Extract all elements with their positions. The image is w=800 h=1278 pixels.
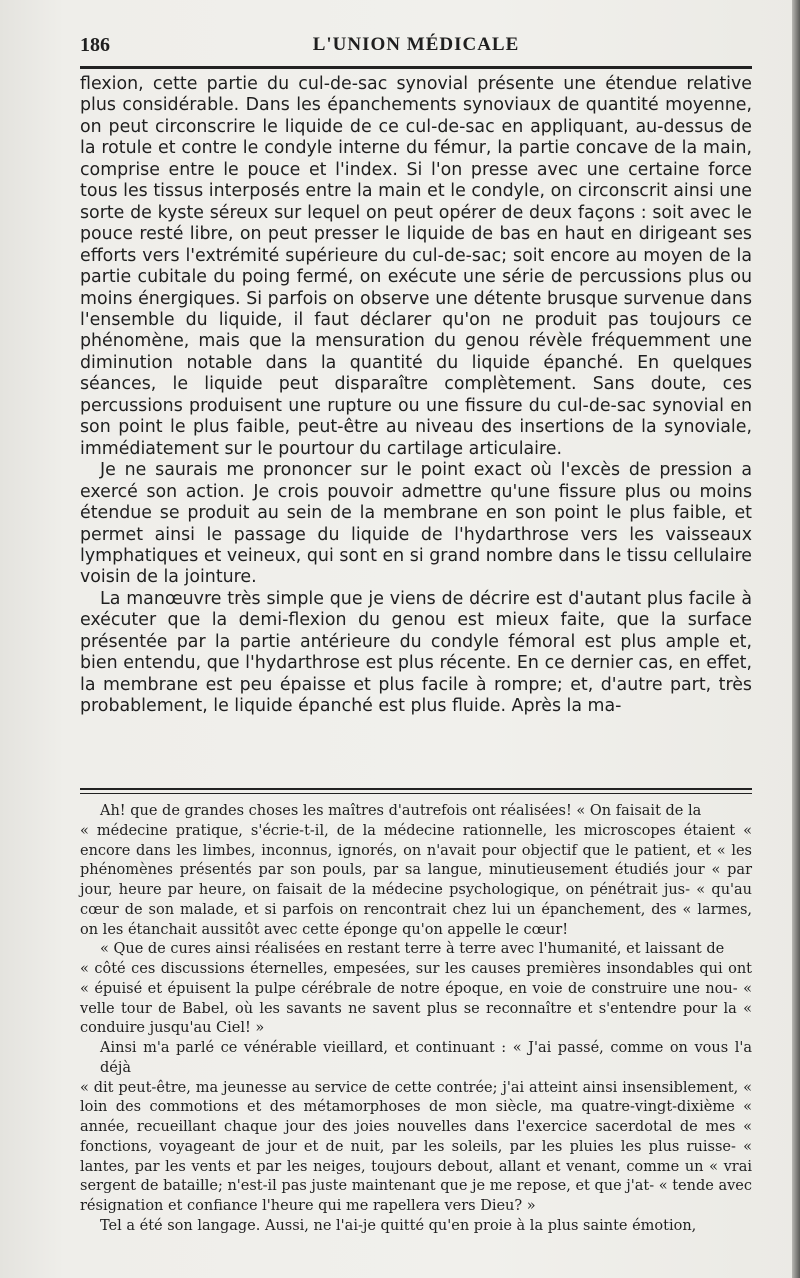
paragraph: flexion, cette partie du cul-de-sac synovial présente une étendue relative plus considérable. Dans les épanchements synoviaux de quantité moyenne, on peut circonscrire le liquide de ce cul-de-sac en appliquant, au-dessus de la rotule et contre le condyle interne du fémur, la partie concave de la main, comprise entre le pouce et l'index. Si l'on presse avec une certaine force tous les tissus interposés entre la main et le condyle, on circonscrit ainsi une sorte de kyste séreux sur lequel on peut opérer de deux façons : soit avec le pouce resté libre, on peut presser le liquide de bas en haut en dirigeant ses efforts vers l'extrémité supérieure du cul-de-sac; soit encore au moyen de la partie cubitale du poing fermé, on exécute une série de percussions plus ou moins énergiques. Si parfois on observe une détente brusque survenue dans l'ensemble du liquide, il faut déclarer qu'on ne produit pas toujours ce phénomène, mais que la mensuration du genou révèle fréquemment une diminution notable dans la quantité du liquide épanché. En quelques séances, le liquide peut disparaître complètement. Sans doute, ces percussions produisent une rupture ou une fissure du cul-de-sac synovial en son point le plus faible, peut-être au niveau des insertions de la synoviale, immédiatement sur le pourtour du cartilage articulaire. <box>80 74 752 459</box>
running-title: L'UNION MÉDICALE <box>312 34 520 55</box>
note-paragraph: Ah! que de grandes choses les maîtres d'autrefois ont réalisées! « On faisait de la <box>100 803 702 819</box>
page-header <box>80 34 752 60</box>
paragraph: La manœuvre très simple que je viens de décrire est d'autant plus facile à exécuter que la demi-flexion du genou est mieux faite, que la surface présentée par la partie antérieure du condyle fémoral est plus ample et, bien entendu, que l'hydarthrose est plus récente. En ce dernier cas, en effet, la membrane est peu épaisse et plus facile à rompre; et, d'autre part, très probablement, le liquide épanché est plus fluide. Après la ma- <box>80 588 752 717</box>
header-rule <box>80 66 752 69</box>
paragraph: Je ne saurais me prononcer sur le point exact où l'excès de pression a exercé son action. Je crois pouvoir admettre qu'une fissure plus ou moins étendue se produit au sein de la membrane en son point le plus faible, et permet ainsi le passage du liquide de l'hydarthrose vers les vaisseaux lymphatiques et veineux, qui sont en si grand nombre dans le tissu cellulaire voisin de la jointure. <box>80 460 752 588</box>
note-paragraph: « médecine pratique, s'écrie-t-il, de la médecine rationnelle, les microscopes étaient « encore dans les limbes, inconnus, ignorés, on n'avait pour objectif que le patient, et « les phénomènes présentés par son pouls, par sa langue, minutieusement étudiés jour « par jour, heure par heure, on faisait de la médecine psychologique, on pénétrait jus- « qu'au cœur de son malade, et si parfois on rencontrait chez lui un épanchement, des « larmes, on les étanchait aussitôt avec cette éponge qu'on appelle le cœur! <box>80 822 752 938</box>
notes-text <box>80 802 752 1237</box>
note-paragraph: Ainsi m'a parlé ce vénérable vieillard, et continuant : « J'ai passé, comme on vous l'a déjà <box>100 1040 752 1076</box>
note-paragraph: « Que de cures ainsi réalisées en restant terre à terre avec l'humanité, et laissant de <box>100 941 725 958</box>
note-paragraph: Tel a été son langage. Aussi, ne l'ai-je quitté qu'en proie à la plus sainte émotion, <box>100 1217 697 1234</box>
page-number: 186 <box>80 34 110 56</box>
notes-separator-rule-thin <box>80 793 752 794</box>
note-paragraph: « côté ces discussions éternelles, empesées, sur les causes premières insondables qui ont « épuisé et épuisent la pulpe cérébrale de notre époque, en voie de construire une nou- « velle tour de Babel, où les savants ne savent plus se reconnaître et s'entendre pour la « conduire jusqu'au Ciel! » <box>80 961 752 1037</box>
main-text <box>80 74 752 718</box>
notes-separator-rule <box>80 788 752 790</box>
note-paragraph: « dit peut-être, ma jeunesse au service de cette contrée; j'ai atteint ainsi insensiblement, « loin des commotions et des métamorphoses de mon siècle, ma quatre-vingt-dixième « année, recueillant chaque jour des joies nouvelles dans l'exercice sacerdotal de mes « fonctions, voyageant de jour et de nuit, par les soleils, par les pluies les plus ruisse- « lantes, par les vents et par les neiges, toujours debout, allant et venant, comme un « vrai sergent de bataille; n'est-il pas juste maintenant que je me repose, et que j'at- « tende avec résignation et confiance l'heure qui me rapellera vers Dieu? » <box>80 1079 752 1214</box>
book-spine-shadow <box>792 0 800 1278</box>
